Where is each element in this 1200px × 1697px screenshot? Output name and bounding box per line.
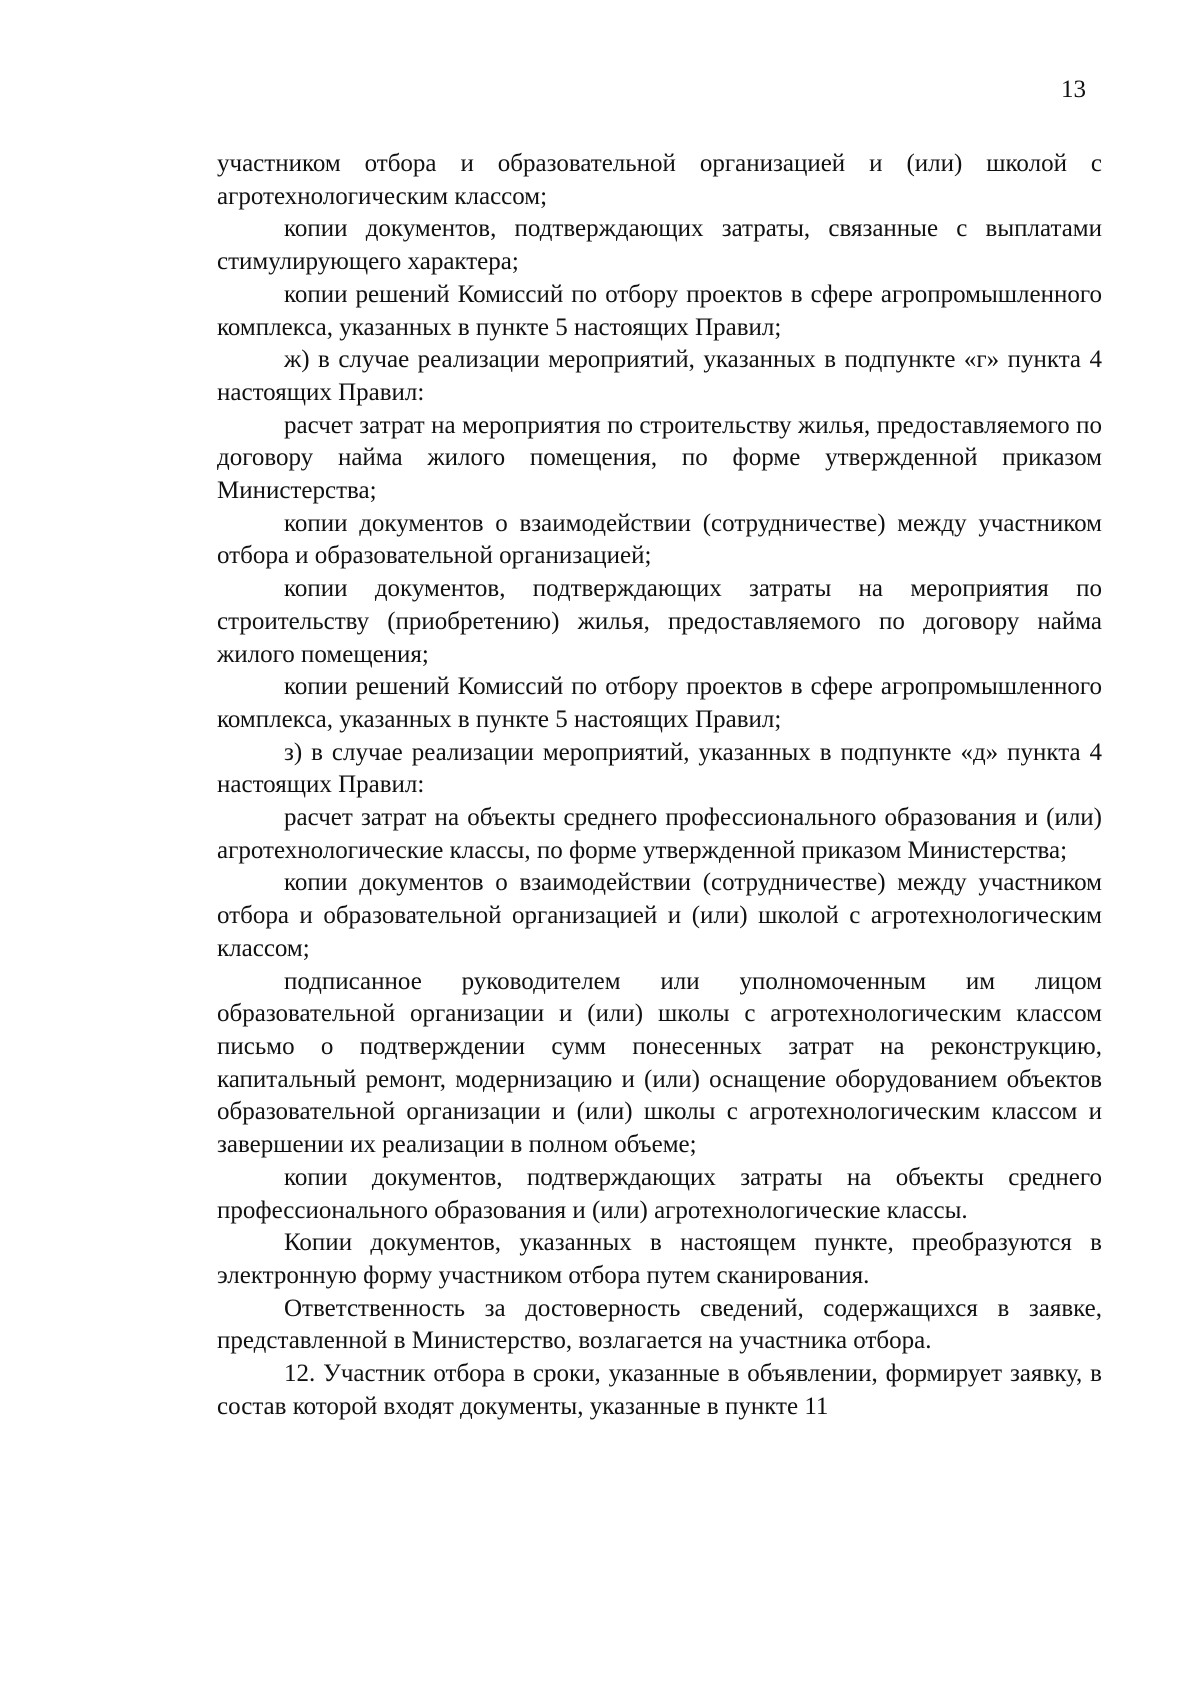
page-number: 13 [1061,76,1086,103]
paragraph: копии документов, подтверждающих затраты на объекты среднего профессионального образования и (или) агротехнологические классы. [217,1163,1102,1224]
paragraph: копии документов, подтверждающих затраты, связанные с выплатами стимулирующего характера; [217,215,1102,276]
paragraph: копии решений Комиссий по отбору проектов в сфере агропромышленного комплекса, указанных в пункте 5 настоящих Правил; [217,673,1102,733]
document-body [217,148,1102,1423]
paragraph: подписанное руководителем или уполномоченным им лицом образовательной организации и (или) школы с агротехнологическим классом письмо о подтверждении сумм понесенных затрат на реконструкцию, капитальный ремонт, модернизацию и (или) оснащение оборудованием объектов образовательной организации и (или) школы с агротехнологическим классом и завершении их реализации в полном объеме; [217,967,1102,1159]
paragraph: расчет затрат на мероприятия по строительству жилья, предоставляемого по договору найма жилого помещения, по форме утвержденной приказом Министерства; [217,411,1102,505]
paragraph: копии решений Комиссий по отбору проектов в сфере агропромышленного комплекса, указанных в пункте 5 настоящих Правил; [217,280,1102,341]
paragraph: участником отбора и образовательной организацией и (или) школой с агротехнологическим классом; [217,150,1102,210]
clause-12-paragraph: 12. Участник отбора в сроки, указанные в объявлении, формирует заявку, в состав которой входят документы, указанные в пункте 11 [217,1360,1102,1420]
paragraph: Копии документов, указанных в настоящем пункте, преобразуются в электронную форму участником отбора путем сканирования. [217,1229,1102,1289]
subclause-zh-heading: ж) в случае реализации мероприятий, указанных в подпункте «г» пункта 4 настоящих Правил: [217,346,1102,406]
subclause-z-heading: з) в случае реализации мероприятий, указанных в подпункте «д» пункта 4 настоящих Правил: [217,738,1102,799]
paragraph: копии документов о взаимодействии (сотрудничестве) между участником отбора и образовательной организацией и (или) школой с агротехнологическим классом; [217,869,1102,962]
paragraph: расчет затрат на объекты среднего профессионального образования и (или) агротехнологические классы, по форме утвержденной приказом Министерства; [217,804,1102,864]
paragraph: Ответственность за достоверность сведений, содержащихся в заявке, представленной в Министерство, возлагается на участника отбора. [217,1294,1102,1355]
paragraph: копии документов, подтверждающих затраты на мероприятия по строительству (приобретению) жилья, предоставляемого по договору найма жилого помещения; [217,575,1102,668]
paragraph: копии документов о взаимодействии (сотрудничестве) между участником отбора и образовательной организацией; [217,509,1102,570]
